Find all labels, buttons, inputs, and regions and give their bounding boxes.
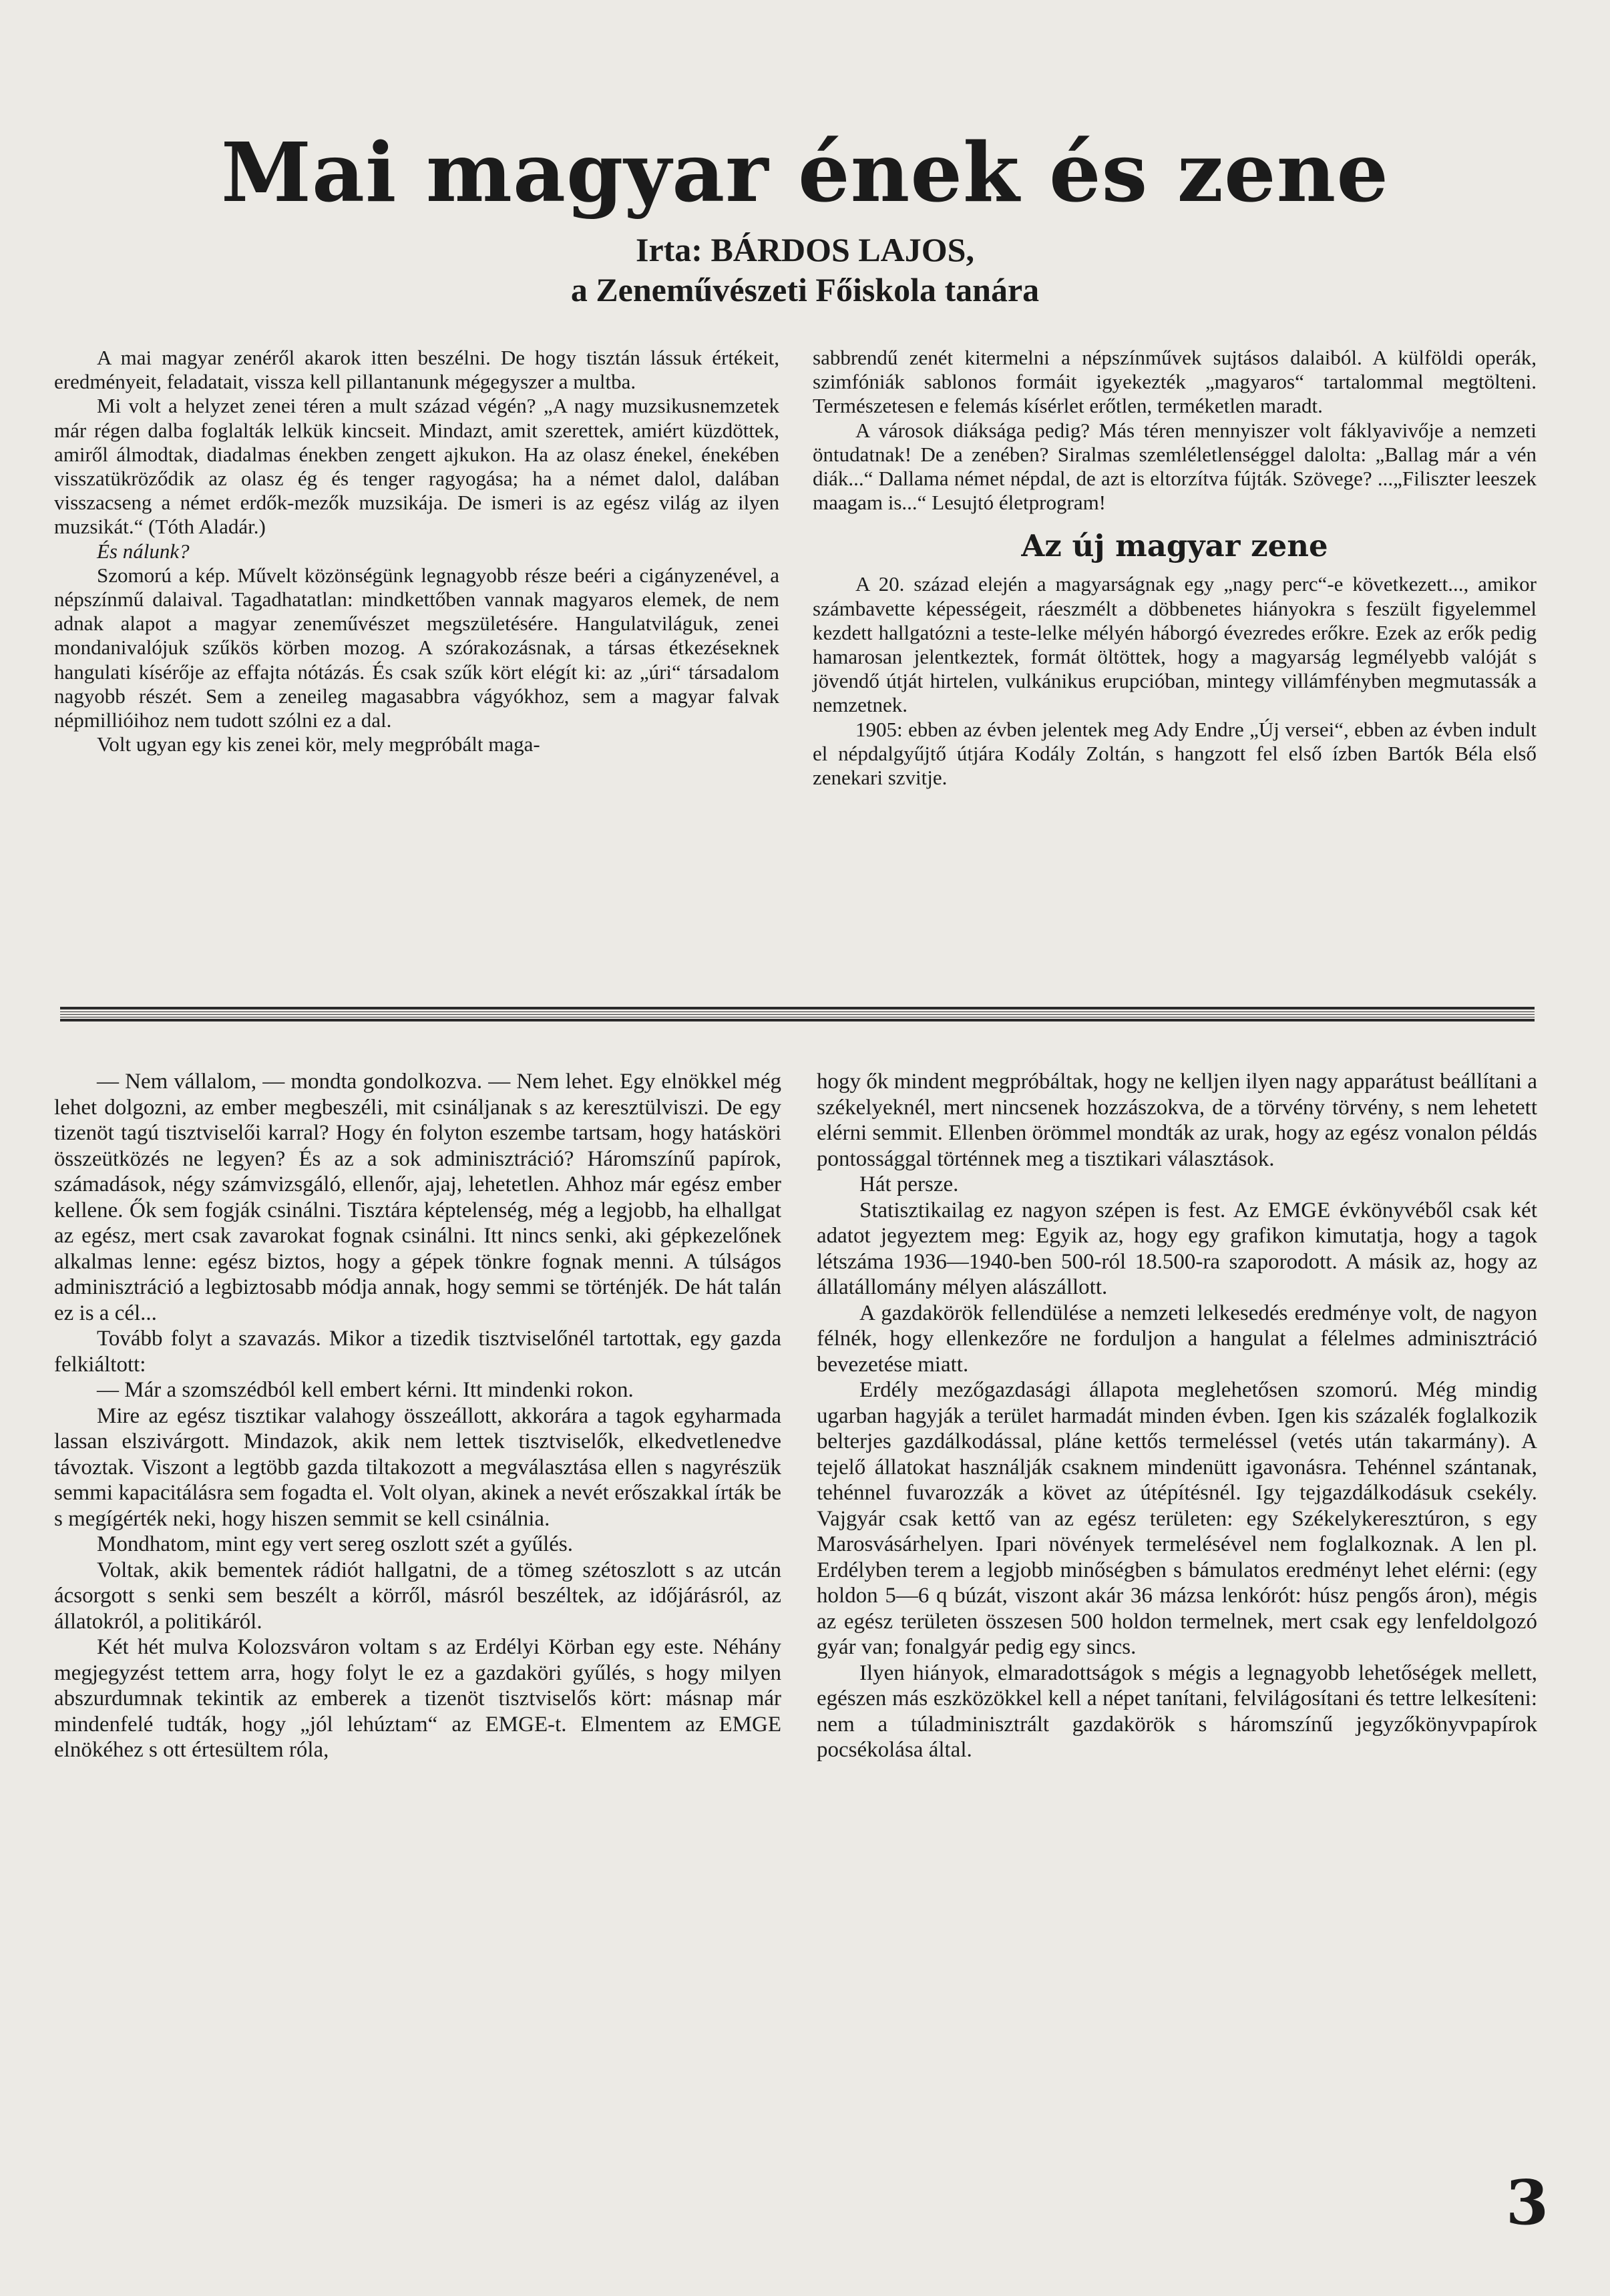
paragraph: A gazdakörök fellendülése a nemzeti lelkesedés eredménye volt, de nagyon félnék, hogy ellenkezőre ne forduljon a hangulat a félelmes adminisztráció bevezetése miatt. (817, 1301, 1537, 1377)
paragraph: Statisztikailag ez nagyon szépen is fest. Az EMGE évkönyvéből csak két adatot jegyeztem meg: Egyik az, hogy egy grafikon kimutatja, hogy a tagok létszáma 1936—1940-ben 500-ról 18.500-ra szaporodott. A másik az, hogy az állatállomány mélyen alászállott. (817, 1198, 1537, 1299)
paragraph: Szomorú a kép. Művelt közönségünk legnagyobb része beéri a cigányzenével, a népszínmű dalaival. Tagadhatatlan: mindkettőben vannak magyaros elemek, de nem adnak alapot a magyar zeneművészet megszületésére. Hangulatviláguk, zenei mondanivalójuk szűkös körben mozog. A szórakozásnak, a társas étkezéseknek hangulati kísérője az effajta nótázás. És csak szűk kört elégít ki: az „úri“ társadalom nagyobb részét. Sem a zeneileg magasabbra vágyókhoz, sem a magyar falvak népmillióihoz nem tudott szólni ez a dal. (54, 563, 779, 732)
paragraph: Voltak, akik bementek rádiót hallgatni, de a tömeg szétoszlott s az utcán ácsorgott s senki sem beszélt a körről, másról beszéltek, az időjárásról, az állatokról, a politikáról. (54, 1558, 781, 1634)
paragraph: Ilyen hiányok, elmaradottságok s mégis a legnagyobb lehetőségek mellett, egészen más eszközökkel kell a népet tanítani, felvilágosítani és tettre lelkesíteni: nem a túladminisztrált gazdakörök s háromszínű jegyzőkönyvpapírok pocsékolása által. (817, 1660, 1537, 1762)
paragraph: Mire az egész tisztikar valahogy összeállott, akkorára a tagok egyharmada lassan elszivárgott. Mindazok, akik nem lettek tisztviselők, elkedvetlenedve távoztak. Viszont a legtöbb gazda tiltakozott a megválasztása ellen s nagyrészük semmi kapacitálásra sem fogadta el. Volt olyan, akinek a nevét erőszakkal írták be s megígérték neki, hogy hiszen semmit se kell csinálnia. (54, 1403, 781, 1531)
article-column-left (54, 346, 779, 756)
paragraph: — Már a szomszédból kell embert kérni. Itt mindenki rokon. (97, 1378, 634, 1402)
section-divider (60, 1007, 1535, 1021)
article-column-right (813, 346, 1537, 790)
paragraph: A 20. század elején a magyarságnak egy „nagy perc“-e következett..., amikor számbavette képességeit, ráeszmélt a döbbenetes hiányokra s feszült figyelemmel kezdett hallgatózni a teste-lelke mélyén háborgó évezredes erőkre. Ezek az erők pedig hamarosan jelentkeztek, formát öltöttek, hogy a magyarság legmélyebb valóját s jövendő útját hirtelen, vulkánikus erupcióban, mintegy villámfényben megmutassák a nemzetnek. (813, 572, 1537, 717)
paragraph: Mondhatom, mint egy vert sereg oszlott szét a gyűlés. (97, 1532, 574, 1556)
paragraph: És nálunk? (97, 539, 190, 563)
paragraph: Két hét mulva Kolozsváron voltam s az Erdélyi Körban egy este. Néhány megjegyzést tettem arra, hogy folyt le ez a gazdaköri gyűlés, s hogy milyen abszurdumnak tekintik az emberek a tizenöt tisztviselős kört: másnap már mindenfelé tudták, hogy „jól lehúztam“ az EMGE-t. Elmentem az EMGE elnökéhez s ott értesültem róla, (54, 1635, 781, 1762)
author-affiliation: a Zeneművészeti Főiskola tanára (570, 271, 1040, 308)
author-line: Irta: BÁRDOS LAJOS, (636, 231, 974, 268)
paragraph: Mi volt a helyzet zenei téren a mult század végén? „A nagy muzsikusnemzetek már régen dalba foglalták lelkük kincseit. Mindazt, amit szerettek, amiért küzdöttek, amiről álmodtak, diadalmas énekben zengett ajkukon. Ha az olasz énekel, énekében visszatükröződik az olasz ég és tenger ragyogása; ha a német dalol, dalában visszacseng a német erdők-mezők muzsikája. De ismeri is az egész világ az ilyen muzsikát.“ (Tóth Aladár.) (54, 394, 779, 539)
paragraph: 1905: ebben az évben jelentek meg Ady Endre „Új versei“, ebben az évben indult el népdalgyűjtő útjára Kodály Zoltán, s hangzott fel első ízben Bartók Béla első zenekari szvitje. (813, 717, 1537, 790)
paragraph: Tovább folyt a szavazás. Mikor a tizedik tisztviselőnél tartottak, egy gazda felkiáltott: (54, 1327, 781, 1377)
section-heading: Az új magyar zene (1021, 528, 1328, 564)
page-number: 3 (1506, 2166, 1549, 2239)
paragraph: — Nem vállalom, — mondta gondolkozva. — Nem lehet. Egy elnökkel még lehet dolgozni, az ember megbeszéli, mit csináljanak s az keresztülviszi. De egy tizenöt tagú tisztviselői karral? Hogy én folyton eszembe tartsam, hogy hatásköri összeütközés ne legyen? És az a sok adminisztráció? Háromszínű papírok, számadások, négy számvizsgáló, ellenőr, ajaj, lehetetlen. Ahhoz már egész ember kellene. Ők sem fogják csinálni. Tisztára képtelenség, még a legjobb, ha elhallgat az egész, mert csak zavarokat fognak csinálni. Itt nincs senki, aki gépkezelőnek alkalmas lenne: egész biztos, hogy a gépek tönkre fognak menni. A túlságos adminisztráció a legbiztosabb módja annak, hogy semmi se történjék. De hát talán ez is a cél... (54, 1070, 781, 1325)
paragraph: Volt ugyan egy kis zenei kör, mely megpróbált maga- (97, 732, 540, 756)
paragraph: Hát persze. (859, 1172, 959, 1196)
paragraph: A városok diáksága pedig? Más téren mennyiszer volt fáklyavivője a nemzeti öntudatnak! De a zenében? Siralmas szemléletlenséggel dalolta: „Ballag már a vén diák...“ Dallama német népdal, de azt is eltorzítva fújták. Szövege? ...„Filiszter leeszek maagam is...“ Lesujtó életprogram! (813, 418, 1537, 515)
paragraph: sabbrendű zenét kitermelni a népszínművek sujtásos dalaiból. A külföldi operák, szimfóniák sablonos formáit igyekezték „magyaros“ tartalommal megtölteni. Természetesen e felemás kísérlet erőtlen, terméketlen maradt. (813, 346, 1537, 418)
paragraph: hogy ők mindent megpróbáltak, hogy ne kelljen ilyen nagy apparátust beállítani a székelyeknél, mert nincsenek hozzászokva, de a törvény törvény, s nem lehetett elérni semmit. Ellenben örömmel mondták az urak, hogy az egész vonalon példás pontossággal történnek meg a tisztikari választások. (817, 1070, 1537, 1171)
paragraph: Erdély mezőgazdasági állapota meglehetősen szomorú. Még mindig ugarban hagyják a terület harmadát minden évben. Igen kis százalék foglalkozik belterjes gazdálkodással, pláne kettős termeléssel (vetés után takarmány). A tejelő állatokat használják csaknem mindenütt igavonásra. Tehénnel szántanak, tehénnel fuvarozzák a követ az útépítésnél. Igy tejgazdálkodásuk csekély. Vajgyár csak kettő van az egész területen: egy Székelykeresztúron, s egy Marosvásárhelyen. Ipari növények termelésével nem foglalkoznak. A len pl. Erdélyben terem a legjobb minőségben s bámulatos eredményt lehet elérni: (egy holdon 5—6 q búzát, viszont akár 36 mázsa lenkórót: húsz pengős áron), mégis az egész területen összesen 500 holdon termelnek, mert csak egy lenfeldolgozó gyár van; fonalgyár pedig egy sincs. (817, 1378, 1537, 1659)
article-title: Mai magyar ének és zene (221, 124, 1389, 220)
story-column-left (54, 1069, 781, 1763)
paragraph: A mai magyar zenéről akarok itten beszélni. De hogy tisztán lássuk értékeit, eredményeit, feladatait, vissza kell pillantanunk mégegyszer a multba. (54, 346, 779, 394)
story-column-right (817, 1069, 1537, 1763)
